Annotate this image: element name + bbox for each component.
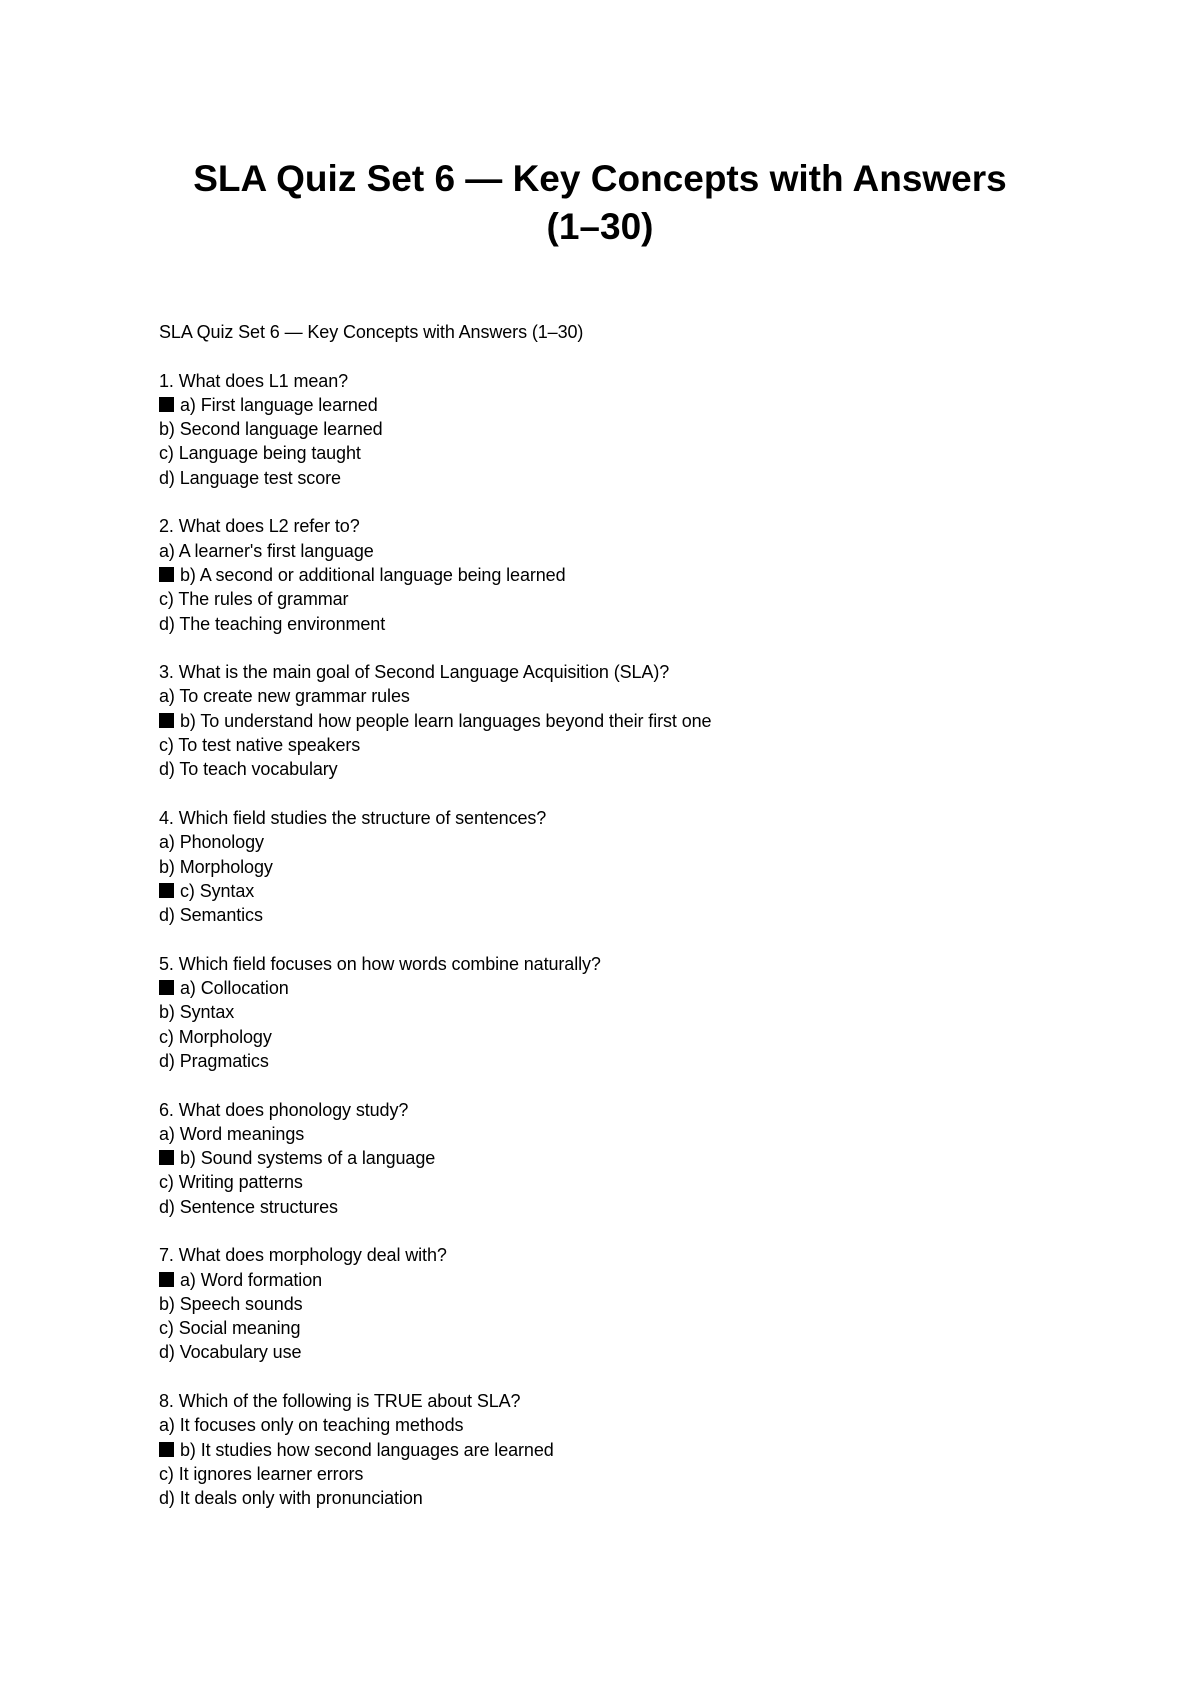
answer-option-text: c) Social meaning xyxy=(159,1318,301,1339)
answer-option xyxy=(159,1049,1059,1073)
question-block xyxy=(159,952,1059,1073)
answer-option xyxy=(159,1462,1059,1486)
answer-option-correct xyxy=(159,709,1059,733)
answer-option-text: c) It ignores learner errors xyxy=(159,1463,364,1484)
answer-option-text: c) Writing patterns xyxy=(159,1172,303,1193)
answer-option-text: d) To teach vocabulary xyxy=(159,759,338,780)
answer-option-text: c) Syntax xyxy=(180,880,255,901)
answer-option-text: a) First language learned xyxy=(180,394,378,415)
answer-option-text: a) To create new grammar rules xyxy=(159,686,410,707)
answer-option-text: d) Sentence structures xyxy=(159,1196,338,1217)
answer-option-text: c) To test native speakers xyxy=(159,735,361,756)
question-block xyxy=(159,806,1059,927)
answer-option xyxy=(159,539,1059,563)
correct-answer-marker-icon xyxy=(159,1442,174,1457)
answer-option xyxy=(159,757,1059,781)
answer-option xyxy=(159,830,1059,854)
correct-answer-marker-icon xyxy=(159,980,174,995)
question-block xyxy=(159,1098,1059,1219)
answer-option-correct xyxy=(159,879,1059,903)
answer-option xyxy=(159,1486,1059,1510)
answer-option-text: b) Morphology xyxy=(159,856,273,877)
document-subtitle: SLA Quiz Set 6 — Key Concepts with Answers (1–30) xyxy=(159,322,584,342)
question-prompt: 8. Which of the following is TRUE about SLA? xyxy=(159,1391,521,1412)
answer-option-correct xyxy=(159,1146,1059,1170)
answer-option xyxy=(159,417,1059,441)
answer-option-correct xyxy=(159,393,1059,417)
question-block xyxy=(159,1389,1059,1510)
answer-option xyxy=(159,1413,1059,1437)
answer-option xyxy=(159,1292,1059,1316)
answer-option-correct xyxy=(159,976,1059,1000)
answer-option xyxy=(159,1340,1059,1364)
answer-option xyxy=(159,855,1059,879)
question-list xyxy=(159,369,1059,1511)
answer-option xyxy=(159,1025,1059,1049)
answer-option xyxy=(159,1170,1059,1194)
question-block xyxy=(159,514,1059,635)
answer-option xyxy=(159,733,1059,757)
correct-answer-marker-icon xyxy=(159,883,174,898)
answer-option xyxy=(159,1000,1059,1024)
question-prompt: 7. What does morphology deal with? xyxy=(159,1245,447,1266)
answer-option xyxy=(159,1316,1059,1340)
question-prompt: 3. What is the main goal of Second Language Acquisition (SLA)? xyxy=(159,662,670,683)
answer-option xyxy=(159,466,1059,490)
question-block xyxy=(159,369,1059,490)
answer-option-correct xyxy=(159,1268,1059,1292)
answer-option xyxy=(159,1122,1059,1146)
answer-option-correct xyxy=(159,1438,1059,1462)
answer-option-text: b) Speech sounds xyxy=(159,1293,303,1314)
correct-answer-marker-icon xyxy=(159,713,174,728)
answer-option xyxy=(159,684,1059,708)
question-prompt: 6. What does phonology study? xyxy=(159,1099,409,1120)
document-body xyxy=(159,320,1059,1535)
answer-option-correct xyxy=(159,563,1059,587)
answer-option-text: d) Vocabulary use xyxy=(159,1342,302,1363)
question-prompt: 1. What does L1 mean? xyxy=(159,370,349,391)
correct-answer-marker-icon xyxy=(159,1272,174,1287)
document-title xyxy=(120,155,1080,251)
answer-option xyxy=(159,1195,1059,1219)
answer-option-text: d) Pragmatics xyxy=(159,1050,269,1071)
answer-option xyxy=(159,441,1059,465)
answer-option-text: b) Syntax xyxy=(159,1002,235,1023)
answer-option-text: a) A learner's first language xyxy=(159,540,374,561)
correct-answer-marker-icon xyxy=(159,397,174,412)
answer-option-text: b) To understand how people learn languages beyond their first one xyxy=(180,710,712,731)
answer-option-text: b) Second language learned xyxy=(159,419,383,440)
answer-option-text: c) Language being taught xyxy=(159,443,361,464)
question-block xyxy=(159,1243,1059,1364)
question-prompt: 2. What does L2 refer to? xyxy=(159,516,360,537)
answer-option-text: a) Word formation xyxy=(180,1269,323,1290)
answer-option-text: d) The teaching environment xyxy=(159,613,386,634)
correct-answer-marker-icon xyxy=(159,1150,174,1165)
answer-option-text: d) Semantics xyxy=(159,905,263,926)
answer-option-text: a) Word meanings xyxy=(159,1123,305,1144)
title-line-1: SLA Quiz Set 6 — Key Concepts with Answers xyxy=(193,158,1007,199)
answer-option xyxy=(159,587,1059,611)
answer-option-text: a) Collocation xyxy=(180,978,289,999)
answer-option-text: b) A second or additional language being learned xyxy=(180,564,566,585)
question-prompt: 5. Which field focuses on how words combine naturally? xyxy=(159,953,601,974)
correct-answer-marker-icon xyxy=(159,567,174,582)
answer-option-text: b) It studies how second languages are learned xyxy=(180,1439,554,1460)
answer-option-text: d) It deals only with pronunciation xyxy=(159,1488,423,1509)
answer-option-text: d) Language test score xyxy=(159,467,341,488)
title-line-2: (1–30) xyxy=(546,206,654,247)
answer-option xyxy=(159,903,1059,927)
question-prompt: 4. Which field studies the structure of sentences? xyxy=(159,807,547,828)
answer-option-text: a) It focuses only on teaching methods xyxy=(159,1415,464,1436)
answer-option-text: c) Morphology xyxy=(159,1026,272,1047)
answer-option-text: b) Sound systems of a language xyxy=(180,1148,436,1169)
answer-option-text: c) The rules of grammar xyxy=(159,589,349,610)
question-block xyxy=(159,660,1059,781)
answer-option xyxy=(159,612,1059,636)
answer-option-text: a) Phonology xyxy=(159,832,264,853)
